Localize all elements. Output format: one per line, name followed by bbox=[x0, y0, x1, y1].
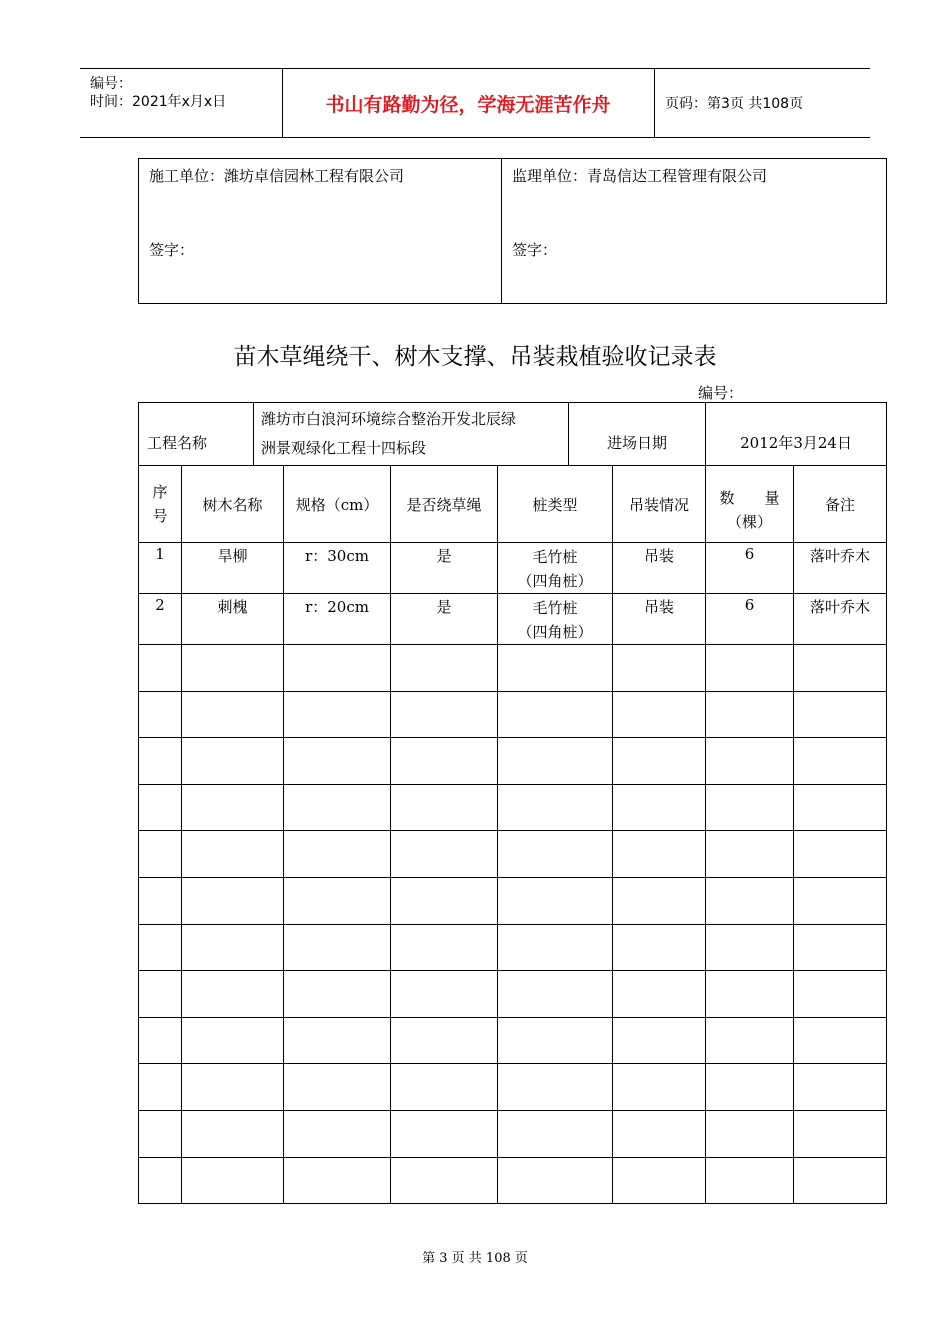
col-pile: 桩类型 bbox=[498, 466, 613, 543]
empty-cell bbox=[794, 831, 887, 878]
empty-cell bbox=[613, 784, 706, 831]
empty-cell bbox=[794, 971, 887, 1018]
empty-row bbox=[139, 1064, 887, 1111]
col-rope: 是否绕草绳 bbox=[391, 466, 498, 543]
cell-name: 刺槐 bbox=[182, 594, 284, 645]
empty-rows bbox=[139, 645, 887, 1204]
acceptance-table bbox=[138, 402, 887, 1204]
construction-unit: 施工单位：潍坊卓信园林工程有限公司 bbox=[149, 167, 405, 185]
empty-cell bbox=[182, 971, 284, 1018]
empty-cell bbox=[706, 1064, 794, 1111]
empty-cell bbox=[706, 691, 794, 738]
empty-cell bbox=[284, 877, 391, 924]
page-header bbox=[80, 68, 870, 138]
empty-cell bbox=[613, 877, 706, 924]
header-meta bbox=[80, 69, 283, 137]
col-seq-1: 序 bbox=[152, 483, 168, 501]
empty-cell bbox=[794, 645, 887, 692]
cell-seq: 2 bbox=[139, 594, 182, 645]
empty-cell bbox=[139, 1157, 182, 1204]
project-name-line1: 潍坊市白浪河环境综合整治开发北辰绿 bbox=[261, 410, 517, 428]
entry-date: 2012年3月24日 bbox=[706, 403, 887, 466]
empty-row bbox=[139, 645, 887, 692]
empty-cell bbox=[498, 1157, 613, 1204]
empty-cell bbox=[613, 971, 706, 1018]
page-footer: 第 3 页 共 108 页 bbox=[422, 1251, 528, 1266]
cell-pile-2: （四角桩） bbox=[517, 623, 593, 641]
cell-spec: r：20cm bbox=[284, 594, 391, 645]
empty-cell bbox=[139, 691, 182, 738]
col-seq-2: 号 bbox=[152, 507, 168, 525]
empty-cell bbox=[139, 877, 182, 924]
empty-cell bbox=[391, 645, 498, 692]
col-lift: 吊装情况 bbox=[613, 466, 706, 543]
cell-note: 落叶乔木 bbox=[794, 594, 887, 645]
col-note: 备注 bbox=[794, 466, 887, 543]
empty-row bbox=[139, 784, 887, 831]
empty-cell bbox=[391, 691, 498, 738]
cell-qty: 6 bbox=[706, 594, 794, 645]
empty-cell bbox=[794, 1157, 887, 1204]
supervision-sign: 签字： bbox=[512, 241, 558, 259]
empty-cell bbox=[794, 784, 887, 831]
empty-cell bbox=[498, 877, 613, 924]
empty-cell bbox=[284, 1110, 391, 1157]
empty-cell bbox=[498, 924, 613, 971]
empty-cell bbox=[613, 1110, 706, 1157]
empty-cell bbox=[613, 1017, 706, 1064]
empty-cell bbox=[284, 738, 391, 785]
empty-cell bbox=[182, 1064, 284, 1111]
col-qty-2: （棵） bbox=[727, 513, 773, 531]
empty-cell bbox=[706, 877, 794, 924]
cell-spec: r：30cm bbox=[284, 543, 391, 594]
cell-rope: 是 bbox=[391, 543, 498, 594]
empty-cell bbox=[182, 831, 284, 878]
empty-cell bbox=[139, 738, 182, 785]
empty-cell bbox=[182, 924, 284, 971]
form-title: 苗木草绳绕干、树木支撑、吊装栽植验收记录表 bbox=[233, 344, 717, 370]
empty-row bbox=[139, 1110, 887, 1157]
cell-pile-1: 毛竹桩 bbox=[532, 548, 578, 566]
empty-cell bbox=[139, 645, 182, 692]
empty-cell bbox=[391, 738, 498, 785]
empty-cell bbox=[284, 1157, 391, 1204]
empty-cell bbox=[284, 971, 391, 1018]
empty-cell bbox=[391, 1157, 498, 1204]
col-qty-1: 数 量 bbox=[719, 489, 780, 507]
empty-cell bbox=[706, 1017, 794, 1064]
empty-cell bbox=[706, 971, 794, 1018]
project-name-label: 工程名称 bbox=[139, 403, 254, 466]
empty-cell bbox=[706, 1157, 794, 1204]
empty-cell bbox=[182, 784, 284, 831]
empty-cell bbox=[139, 1017, 182, 1064]
empty-cell bbox=[391, 784, 498, 831]
cell-name: 旱柳 bbox=[182, 543, 284, 594]
empty-cell bbox=[139, 1110, 182, 1157]
empty-cell bbox=[613, 645, 706, 692]
empty-cell bbox=[498, 738, 613, 785]
empty-cell bbox=[794, 1064, 887, 1111]
empty-cell bbox=[284, 784, 391, 831]
project-name bbox=[254, 403, 569, 466]
empty-cell bbox=[284, 645, 391, 692]
table-row bbox=[139, 543, 887, 594]
empty-cell bbox=[139, 1064, 182, 1111]
col-name: 树木名称 bbox=[182, 466, 284, 543]
empty-cell bbox=[182, 645, 284, 692]
empty-cell bbox=[613, 1157, 706, 1204]
empty-row bbox=[139, 738, 887, 785]
signature-block bbox=[138, 158, 887, 304]
empty-cell bbox=[284, 1064, 391, 1111]
empty-cell bbox=[794, 691, 887, 738]
empty-cell bbox=[182, 877, 284, 924]
empty-cell bbox=[613, 924, 706, 971]
cell-lift: 吊装 bbox=[613, 543, 706, 594]
empty-cell bbox=[391, 1064, 498, 1111]
empty-cell bbox=[139, 924, 182, 971]
cell-pile-2: （四角桩） bbox=[517, 572, 593, 590]
col-seq bbox=[139, 466, 182, 543]
empty-cell bbox=[498, 691, 613, 738]
empty-cell bbox=[794, 924, 887, 971]
empty-cell bbox=[139, 971, 182, 1018]
construction-sign: 签字： bbox=[149, 241, 195, 259]
empty-cell bbox=[794, 877, 887, 924]
empty-cell bbox=[794, 1017, 887, 1064]
empty-cell bbox=[182, 1157, 284, 1204]
cell-pile bbox=[498, 543, 613, 594]
empty-cell bbox=[794, 1110, 887, 1157]
empty-cell bbox=[182, 691, 284, 738]
cell-pile bbox=[498, 594, 613, 645]
empty-cell bbox=[706, 924, 794, 971]
empty-cell bbox=[613, 1064, 706, 1111]
cell-seq: 1 bbox=[139, 543, 182, 594]
col-spec: 规格（cm） bbox=[284, 466, 391, 543]
empty-cell bbox=[613, 738, 706, 785]
empty-cell bbox=[284, 831, 391, 878]
construction-cell bbox=[139, 159, 502, 303]
cell-lift: 吊装 bbox=[613, 594, 706, 645]
empty-cell bbox=[706, 1110, 794, 1157]
empty-row bbox=[139, 877, 887, 924]
empty-cell bbox=[706, 738, 794, 785]
form-number-label: 编号： bbox=[698, 384, 744, 402]
empty-row bbox=[139, 691, 887, 738]
empty-cell bbox=[706, 645, 794, 692]
header-motto: 书山有路勤为径，学海无涯苦作舟 bbox=[282, 69, 655, 137]
empty-row bbox=[139, 924, 887, 971]
column-header-row bbox=[139, 466, 887, 543]
empty-cell bbox=[182, 1110, 284, 1157]
empty-row bbox=[139, 1157, 887, 1204]
col-qty bbox=[706, 466, 794, 543]
empty-cell bbox=[284, 924, 391, 971]
empty-cell bbox=[182, 1017, 284, 1064]
empty-cell bbox=[391, 971, 498, 1018]
empty-cell bbox=[498, 645, 613, 692]
cell-rope: 是 bbox=[391, 594, 498, 645]
empty-row bbox=[139, 1017, 887, 1064]
cell-pile-1: 毛竹桩 bbox=[532, 599, 578, 617]
header-page-info: 页码：第3页 共108页 bbox=[665, 96, 804, 112]
empty-row bbox=[139, 831, 887, 878]
empty-cell bbox=[794, 738, 887, 785]
project-row bbox=[139, 403, 887, 466]
empty-cell bbox=[498, 971, 613, 1018]
empty-cell bbox=[498, 1017, 613, 1064]
cell-note: 落叶乔木 bbox=[794, 543, 887, 594]
empty-cell bbox=[391, 924, 498, 971]
empty-cell bbox=[498, 831, 613, 878]
empty-row bbox=[139, 971, 887, 1018]
header-number-label: 编号： bbox=[90, 76, 132, 92]
empty-cell bbox=[498, 1110, 613, 1157]
entry-date-label: 进场日期 bbox=[569, 403, 706, 466]
cell-qty: 6 bbox=[706, 543, 794, 594]
empty-cell bbox=[613, 691, 706, 738]
empty-cell bbox=[498, 1064, 613, 1111]
supervision-unit: 监理单位：青岛信达工程管理有限公司 bbox=[512, 167, 768, 185]
header-time: 时间：2021年x月x日 bbox=[90, 94, 227, 110]
project-name-line2: 洲景观绿化工程十四标段 bbox=[261, 439, 427, 457]
empty-cell bbox=[706, 831, 794, 878]
empty-cell bbox=[391, 831, 498, 878]
empty-cell bbox=[391, 877, 498, 924]
empty-cell bbox=[139, 784, 182, 831]
empty-cell bbox=[284, 1017, 391, 1064]
table-row bbox=[139, 594, 887, 645]
empty-cell bbox=[139, 831, 182, 878]
empty-cell bbox=[182, 738, 284, 785]
empty-cell bbox=[498, 784, 613, 831]
empty-cell bbox=[613, 831, 706, 878]
empty-cell bbox=[391, 1110, 498, 1157]
supervision-cell bbox=[502, 159, 886, 303]
empty-cell bbox=[391, 1017, 498, 1064]
empty-cell bbox=[284, 691, 391, 738]
empty-cell bbox=[706, 784, 794, 831]
